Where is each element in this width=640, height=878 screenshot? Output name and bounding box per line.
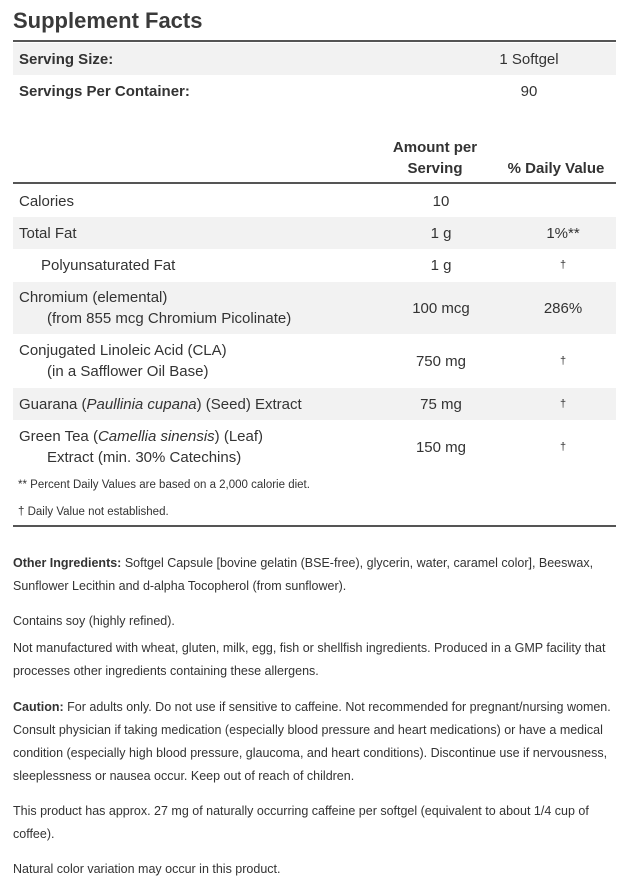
table-row — [13, 282, 616, 334]
dagger-icon: † — [559, 398, 567, 410]
table-row — [13, 335, 616, 387]
dagger-icon: † — [559, 259, 567, 271]
nutrient-name: Polyunsaturated Fat — [41, 256, 176, 274]
nutrient-amount: 150 mg — [415, 438, 467, 456]
nutrient-amount: 75 mg — [420, 395, 462, 413]
percent-dv-footnote: ** Percent Daily Values are based on a 2,000 calorie diet. — [18, 479, 310, 491]
dagger-footnote: † Daily Value not established. — [18, 506, 169, 518]
servings-per-container-row — [13, 75, 616, 107]
bottom-divider — [13, 525, 616, 527]
nutrient-amount: 1 g — [430, 224, 452, 242]
nutrient-name-main: Conjugated Linoleic Acid (CLA) — [19, 342, 227, 359]
nutrient-name — [13, 394, 380, 415]
table-row — [13, 185, 616, 217]
table-row — [13, 388, 616, 420]
table-row — [13, 421, 616, 473]
nutrient-dv: 286% — [543, 299, 583, 317]
botanical-name: Camellia sinensis — [97, 428, 215, 445]
dagger-icon: † — [559, 355, 567, 367]
nutrient-name-main — [19, 428, 263, 445]
nutrient-name: Calories — [19, 192, 75, 210]
nutrient-name — [13, 287, 380, 329]
header-divider — [13, 182, 616, 184]
table-row — [13, 249, 616, 281]
top-divider — [13, 40, 616, 42]
dagger-icon: † — [559, 441, 567, 453]
nutrient-dv: 1%** — [546, 224, 580, 242]
other-ingredients — [13, 552, 618, 598]
nutrient-name — [13, 426, 380, 468]
botanical-name: Paullinia cupana — [86, 395, 197, 413]
serving-size-label: Serving Size: — [19, 50, 114, 68]
amount-header-line1: Amount per — [392, 139, 478, 156]
nutrient-amount: 1 g — [430, 256, 452, 274]
caution-text: For adults only. Do not use if sensitive to caffeine. Not recommended for pregnant/nursing women. Consult physician if taking medication (especially blood pressure and heart medications) or have a medical condition (especially high blood pressure, glaucoma, and heart conditions). Discontinue use if nervousness, sleeplessness or nausea occur. Keep out of reach of children. — [13, 700, 611, 783]
other-ingredients-label: Other Ingredients: — [13, 556, 122, 570]
name-part: ) (Leaf) — [214, 428, 264, 445]
caution-statement — [13, 696, 618, 788]
amount-column-header — [374, 137, 496, 179]
caffeine-statement: This product has approx. 27 mg of naturally occurring caffeine per softgel (equivalent to about 1/4 cup of coffee). — [13, 804, 589, 841]
nutrient-amount: 750 mg — [415, 352, 467, 370]
color-variation-note: Natural color variation may occur in this product. — [13, 862, 281, 876]
nutrient-name-sub: (from 855 mcg Chromium Picolinate) — [47, 310, 292, 327]
dv-column-header: % Daily Value — [507, 160, 605, 177]
nutrient-name-sub: (in a Safflower Oil Base) — [47, 363, 209, 380]
serving-size-row — [13, 43, 616, 75]
nutrient-amount: 10 — [432, 192, 450, 210]
name-part: ) (Seed) Extract — [196, 395, 302, 413]
nutrient-name-sub: Extract (min. 30% Catechins) — [47, 449, 242, 466]
amount-header-line2: Serving — [407, 160, 463, 177]
servings-per-container-value: 90 — [520, 82, 538, 100]
nutrient-amount: 100 mcg — [412, 299, 470, 317]
allergen-statement: Not manufactured with wheat, gluten, milk, egg, fish or shellfish ingredients. Produced in a GMP facility that processes other ingredients containing these allergens. — [13, 641, 606, 678]
nutrient-name: Total Fat — [19, 224, 77, 242]
serving-size-value: 1 Softgel — [499, 50, 559, 68]
facts-title: Supplement Facts — [13, 8, 203, 33]
nutrient-name-main: Chromium (elemental) — [19, 289, 168, 306]
name-part: Guarana ( — [19, 395, 87, 413]
servings-per-container-label: Servings Per Container: — [19, 82, 190, 100]
other-ingredients-text: Softgel Capsule [bovine gelatin (BSE-free), glycerin, water, caramel color], Beeswax, Sunflower Lecithin and d-alpha Tocopherol (from sunflower). — [13, 556, 594, 593]
caution-label: Caution: — [13, 700, 64, 714]
contains-soy: Contains soy (highly refined). — [13, 614, 175, 628]
nutrient-name — [13, 340, 380, 382]
table-row — [13, 217, 616, 249]
name-part: Green Tea ( — [19, 428, 98, 445]
